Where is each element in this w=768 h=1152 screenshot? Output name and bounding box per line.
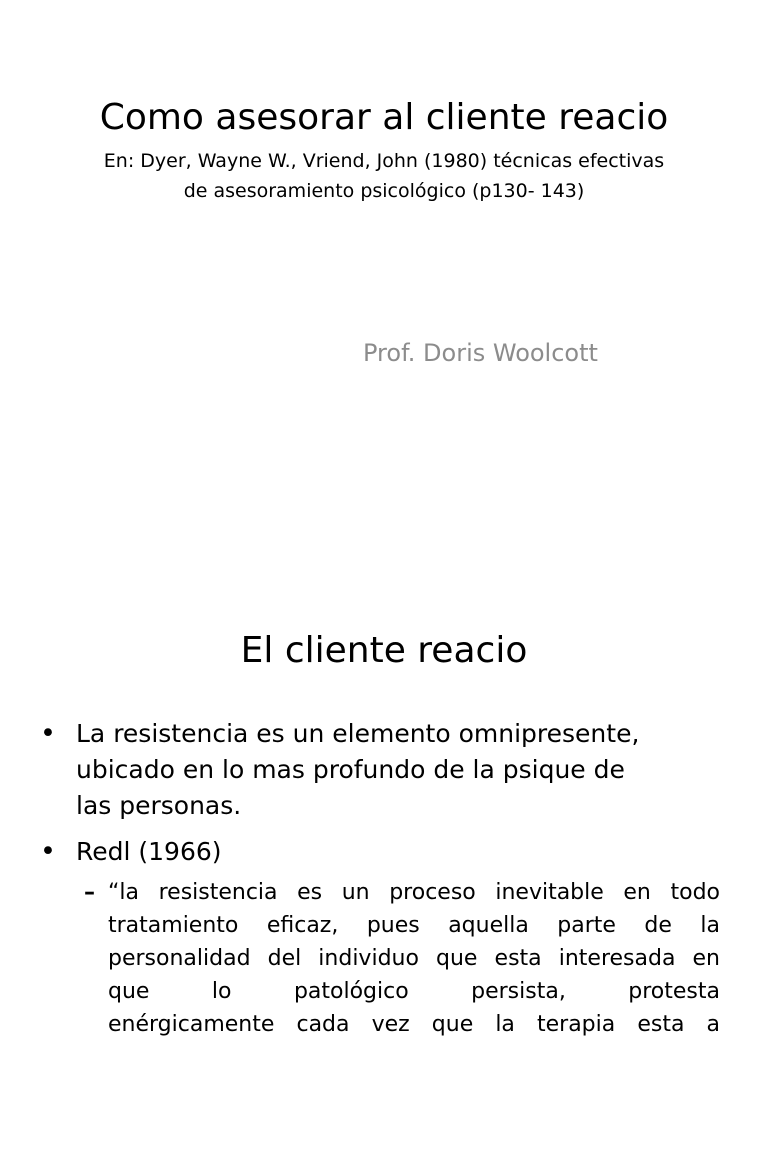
subtitle-line: de asesoramiento psicológico (p130- 143) — [183, 180, 585, 202]
bullet-line: las personas. — [76, 791, 242, 820]
slide-2 — [0, 576, 768, 1152]
quote-line: que lo patológico persista, protesta — [108, 979, 720, 1004]
subtitle-line: En: Dyer, Wayne W., Vriend, John (1980) técnicas efectivas — [103, 150, 665, 172]
author-name: Prof. Doris Woolcott — [363, 339, 598, 367]
dash-icon: – — [84, 880, 95, 905]
bullet-text — [76, 716, 639, 824]
quote-line: enérgicamente cada vez que la terapia esta a — [108, 1012, 720, 1037]
slide-title: Como asesorar al cliente reacio — [99, 97, 669, 138]
sub-bullet-text — [108, 876, 720, 1041]
bullet-icon: • — [40, 836, 56, 867]
bullet-line: La resistencia es un elemento omnipresente, — [76, 719, 640, 748]
bullet-line: ubicado en lo mas profundo de la psique de — [76, 755, 625, 784]
slide-subtitle — [64, 146, 704, 206]
quote-line: tratamiento eficaz, pues aquella parte de la — [108, 913, 720, 938]
slide-title: El cliente reacio — [240, 630, 528, 671]
bullet-text — [76, 834, 222, 870]
quote-line: “la resistencia es un proceso inevitable en todo — [108, 880, 720, 905]
bullet-icon: • — [40, 718, 56, 749]
quote-line: personalidad del individuo que esta interesada en — [108, 946, 720, 971]
bullet-line: Redl (1966) — [76, 837, 222, 866]
